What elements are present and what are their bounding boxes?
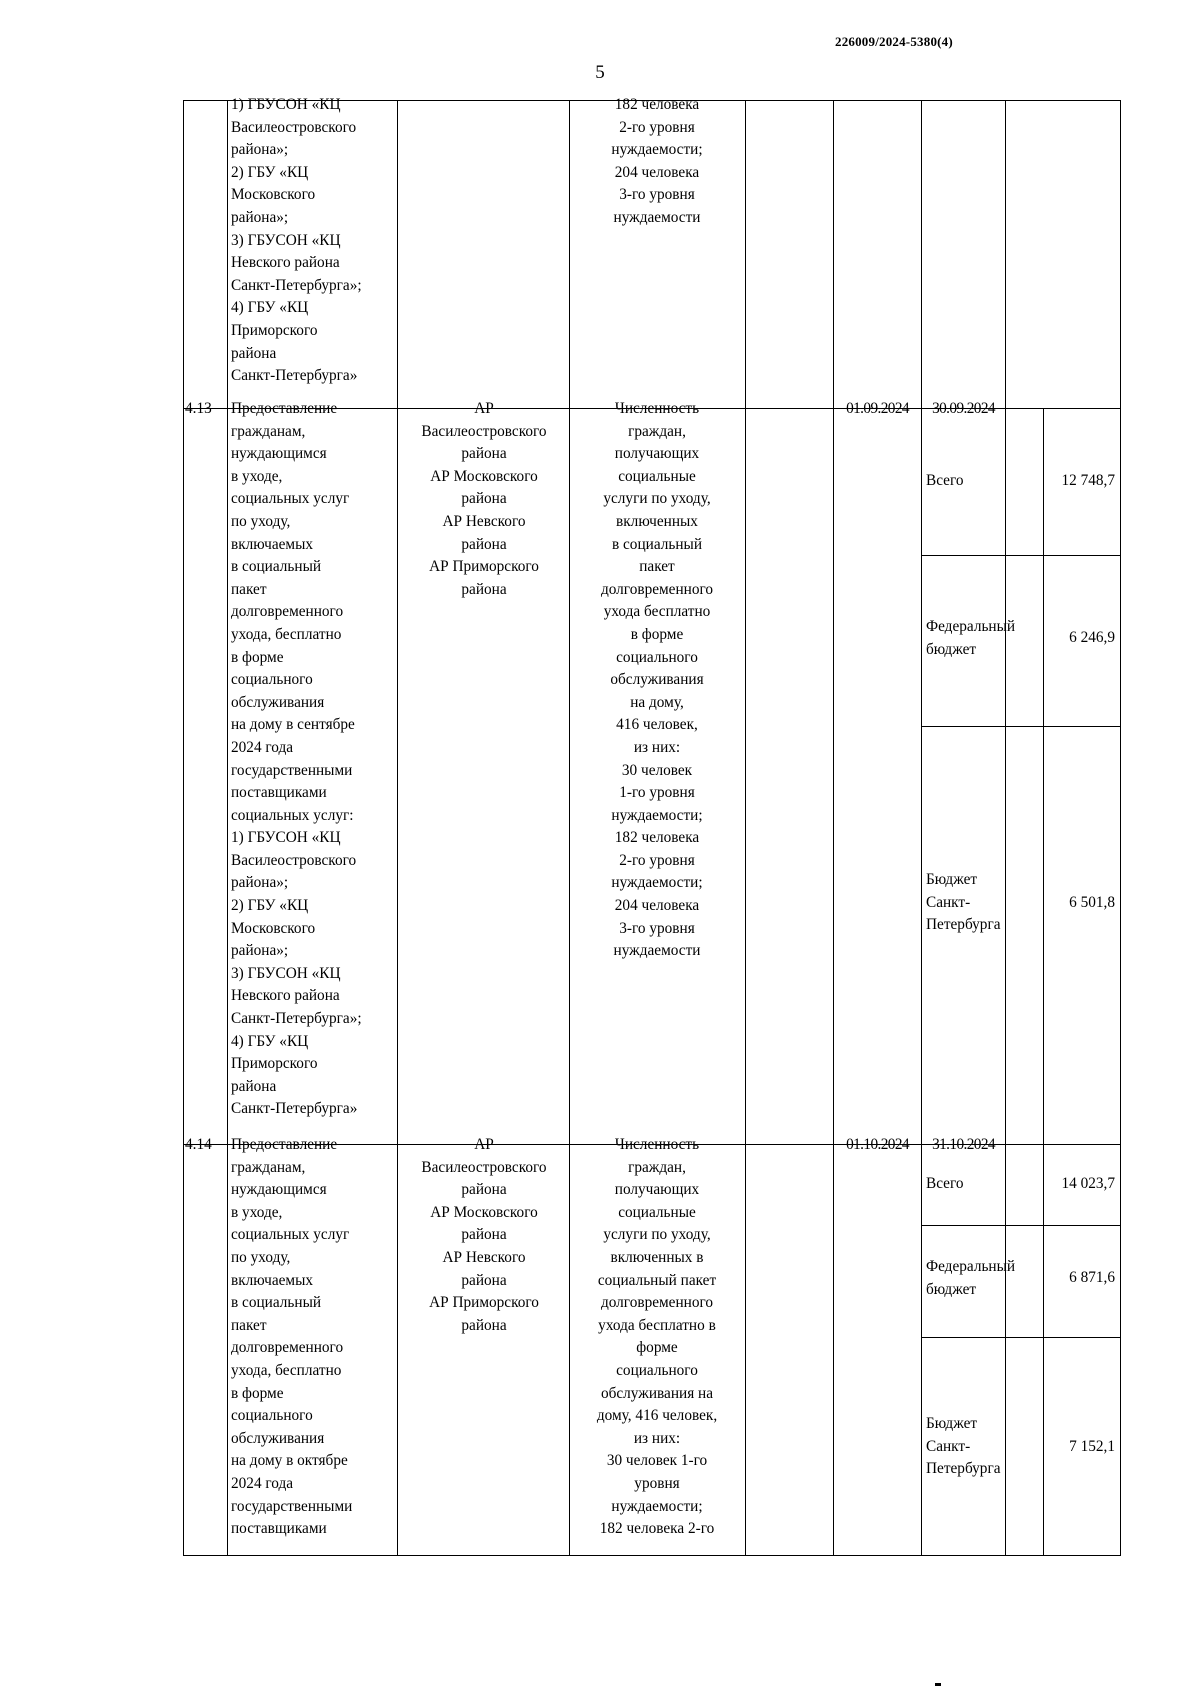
row-4-14-start-date: 01.10.2024 (846, 1136, 909, 1153)
column-divider (227, 100, 228, 1556)
row-4-13-end-date: 30.09.2024 (932, 400, 995, 417)
column-divider (397, 100, 398, 1556)
row-4-13-number: 4.13 (185, 400, 212, 417)
column-divider-amount (1043, 408, 1044, 1556)
row-4-13-funding-source-total: Всего (926, 472, 964, 489)
row-4-13-executor: АР Василеостровского района АР Московского района АР Невского района АР Приморского района (421, 400, 547, 598)
funding-subrow-divider (921, 1337, 1121, 1338)
row-4-13-funding-amount-federal: 6 246,9 (1069, 629, 1115, 646)
page-number: 5 (595, 62, 605, 83)
row-4-14-executor: АР Василеостровского района АР Московского района АР Невского района АР Приморского района (421, 1136, 547, 1334)
row-4-14-funding-amount-federal: 6 871,6 (1069, 1269, 1115, 1286)
scan-mark (935, 1683, 941, 1686)
funding-subrow-divider (921, 555, 1121, 556)
document-registration-number: 226009/2024-5380(4) (835, 34, 953, 49)
row-4-14-funding-source-spb: Бюджет Санкт- Петербурга (926, 1415, 1001, 1478)
funding-table (183, 96, 1121, 1556)
column-divider (569, 100, 570, 1556)
funding-subrow-divider (921, 726, 1121, 727)
row-continued-indicator: 182 человека 2-го уровня нуждаемости; 204 человека 3-го уровня нуждаемости (611, 96, 703, 226)
column-divider (833, 100, 834, 1556)
row-4-14-indicator: Численность граждан, получающих социальные услуги по уходу, включенных в социальный пакет долговременного ухода бесплатно в форме социального обслуживания на дому, 416 человек, из них: 30 человек 1-го уровня нуждаемости; 182 человека 2-го (596, 1136, 718, 1538)
row-4-13-start-date: 01.09.2024 (846, 400, 909, 417)
row-4-13-funding-amount-spb: 6 501,8 (1069, 894, 1115, 911)
row-4-13-funding-amount-total: 12 748,7 (1061, 472, 1115, 489)
row-4-14-funding-amount-spb: 7 152,1 (1069, 1438, 1115, 1455)
row-4-14-funding-source-federal: Федеральный бюджет (926, 1258, 1016, 1298)
row-4-14-description: Предоставление гражданам, нуждающимся в уходе, социальных услуг по уходу, включаемых в социальный пакет долговременного ухода, бесплатно в форме социального обслуживания на дому в октябре 2024 года государственными поставщиками (231, 1136, 353, 1538)
row-4-14-funding-source-total: Всего (926, 1175, 964, 1192)
row-4-13-description: Предоставление гражданам, нуждающимся в уходе, социальных услуг по уходу, включаемых в социальный пакет долговременного ухода, бесплатно в форме социального обслуживания на дому в сентябре 2024 года государственными поставщиками социальных услуг: 1) ГБУСОН «КЦ Василеостровского района»; 2) ГБУ «КЦ Московского района»; 3) ГБУСОН «КЦ Невского района Санкт-Петербурга»; 4) ГБУ «КЦ Приморского района Санкт-Петербурга» (231, 400, 362, 1118)
row-4-13-funding-source-spb: Бюджет Санкт- Петербурга (926, 871, 1001, 934)
column-divider (745, 100, 746, 1556)
table-border-bottom (183, 1555, 1121, 1556)
row-continued-description: 1) ГБУСОН «КЦ Василеостровского района»; 2) ГБУ «КЦ Московского района»; 3) ГБУСОН «КЦ Невского района Санкт-Петербурга»; 4) ГБУ «КЦ Приморского района Санкт-Петербурга» (231, 96, 362, 385)
row-4-14-end-date: 31.10.2024 (932, 1136, 995, 1153)
row-4-13-indicator: Численность граждан, получающих социальные услуги по уходу, включенных в социальный пакет долговременного ухода бесплатно в форме социального обслуживания на дому, 416 человек, из них: 30 человек 1-го уровня нуждаемости; 182 человека 2-го уровня нуждаемости; 204 человека 3-го уровня нуждаемости (600, 400, 714, 960)
row-4-14-funding-amount-total: 14 023,7 (1061, 1175, 1115, 1192)
row-4-14-number: 4.14 (185, 1136, 212, 1153)
row-4-13-funding-source-federal: Федеральный бюджет (926, 618, 1016, 658)
funding-subrow-divider (921, 1225, 1121, 1226)
table-border-left (183, 100, 184, 1556)
